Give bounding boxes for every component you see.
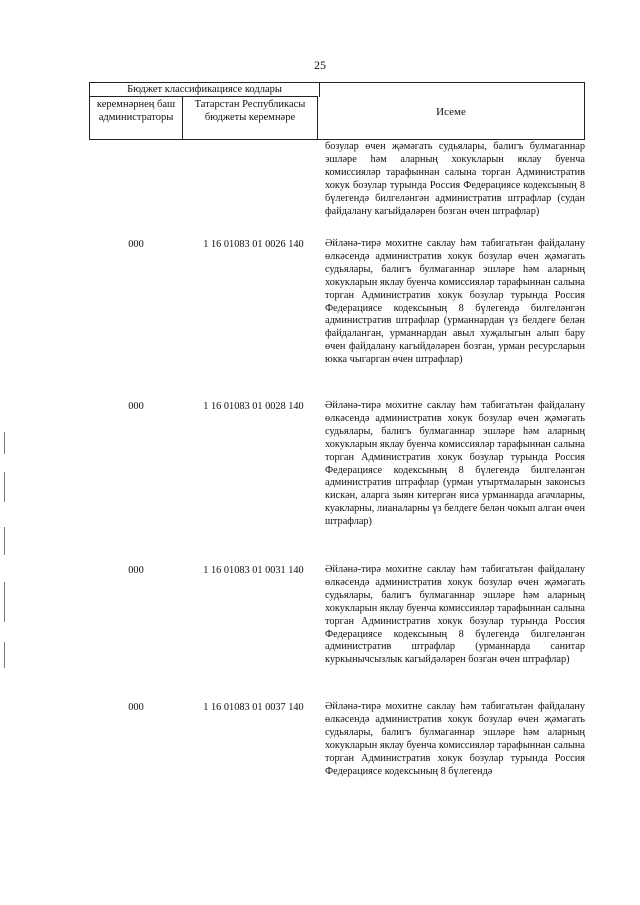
page-number: 25 xyxy=(314,58,326,72)
row-3-budget-code: 1 16 01083 01 0031 140 xyxy=(203,565,304,576)
row-1-admin-code: 000 xyxy=(128,239,144,250)
column-header-name: Исеме xyxy=(318,82,585,140)
row-2-admin-code: 000 xyxy=(128,401,144,412)
row-4-admin-code: 000 xyxy=(128,702,144,713)
row-2-budget-code: 1 16 01083 01 0028 140 xyxy=(203,401,304,412)
continued-row-name: бозулар өчен җәмәгать судьялары, балигъ булмаганнар эшләре һәм аларның хокукларын яклау буенча комиссияләр тарафыннан салына торган Административ хокук бозулар турында Россия Федерациясе кодексының 8 бүлегендә билгеләнгән административ штрафлар (судан файдалану кагыйдәләрен бозган өчен штрафлар) xyxy=(325,141,585,217)
table-header xyxy=(89,82,585,139)
row-1-budget-code: 1 16 01083 01 0026 140 xyxy=(203,239,304,250)
scan-margin-marks xyxy=(4,432,6,672)
budget-classification-header: Бюджет классификациясе кодлары xyxy=(89,82,320,97)
row-4-budget-code: 1 16 01083 01 0037 140 xyxy=(203,702,304,713)
column-header-budget-code: Татарстан Республикасы бюджеты керемнәре xyxy=(183,96,318,140)
row-3-admin-code: 000 xyxy=(128,565,144,576)
row-2-name: Әйләнә-тирә мохитне саклау һәм табигатьтән файдалану өлкәсендә административ хокук бозулар өчен җәмәгать судьялары, балигъ булмаганнар эшләре һәм аларның хокукларын яклау буенча комиссияләр тарафыннан салына торган Административ хокук бозулар турында Россия Федерациясе кодексының 8 бүлегендә билгеләнгән административ штрафлар (урман утыртмаларын законсыз кискән, аларга зыян китергән яисә урманнарда агачларны, куакларны, лианаларны үз белдеге белән чокып алган өчен штрафлар) xyxy=(325,400,585,528)
row-3-name: Әйләнә-тирә мохитне саклау һәм табигатьтән файдалану өлкәсендә административ хокук бозулар өчен җәмәгать судьялары, балигъ булмаганнар эшләре һәм аларның хокукларын яклау буенча комиссияләр тарафыннан салына торган Административ хокук бозулар турында Россия Федерациясе кодексының 8 бүлегендә билгеләнгән административ штрафлар (урманнарда санитар куркынычсызлык кагыйдәләрен бозган өчен штрафлар) xyxy=(325,564,585,666)
row-4-name: Әйләнә-тирә мохитне саклау һәм табигатьтән файдалану өлкәсендә административ хокук бозулар өчен җәмәгать судьялары, балигъ булмаганнар эшләре һәм аларның хокукларын яклау буенча комиссияләр тарафыннан салына торган Административ хокук бозулар турында Россия Федерациясе кодексының 8 бүлегендә xyxy=(325,701,585,777)
column-header-admin: керемнәрнең баш администраторы xyxy=(89,96,183,140)
row-1-name: Әйләнә-тирә мохитне саклау һәм табигатьтән файдалану өлкәсендә административ хокук бозулар өчен җәмәгать судьялары, балигъ булмаганнар эшләре һәм аларның хокукларын яклау буенча комиссияләр тарафыннан салына торган Административ хокук бозулар турында Россия Федерациясе кодексының 8 бүлегендә билгеләнгән административ штрафлар (урманнардан үз белдеге белән файдаланган, урманнардан авыл хуҗалыгын алып бару өчен файдалану кагыйдәләрен бозган, урман ресурсларын юкка чыгарган өчен штрафлар) xyxy=(325,238,585,366)
